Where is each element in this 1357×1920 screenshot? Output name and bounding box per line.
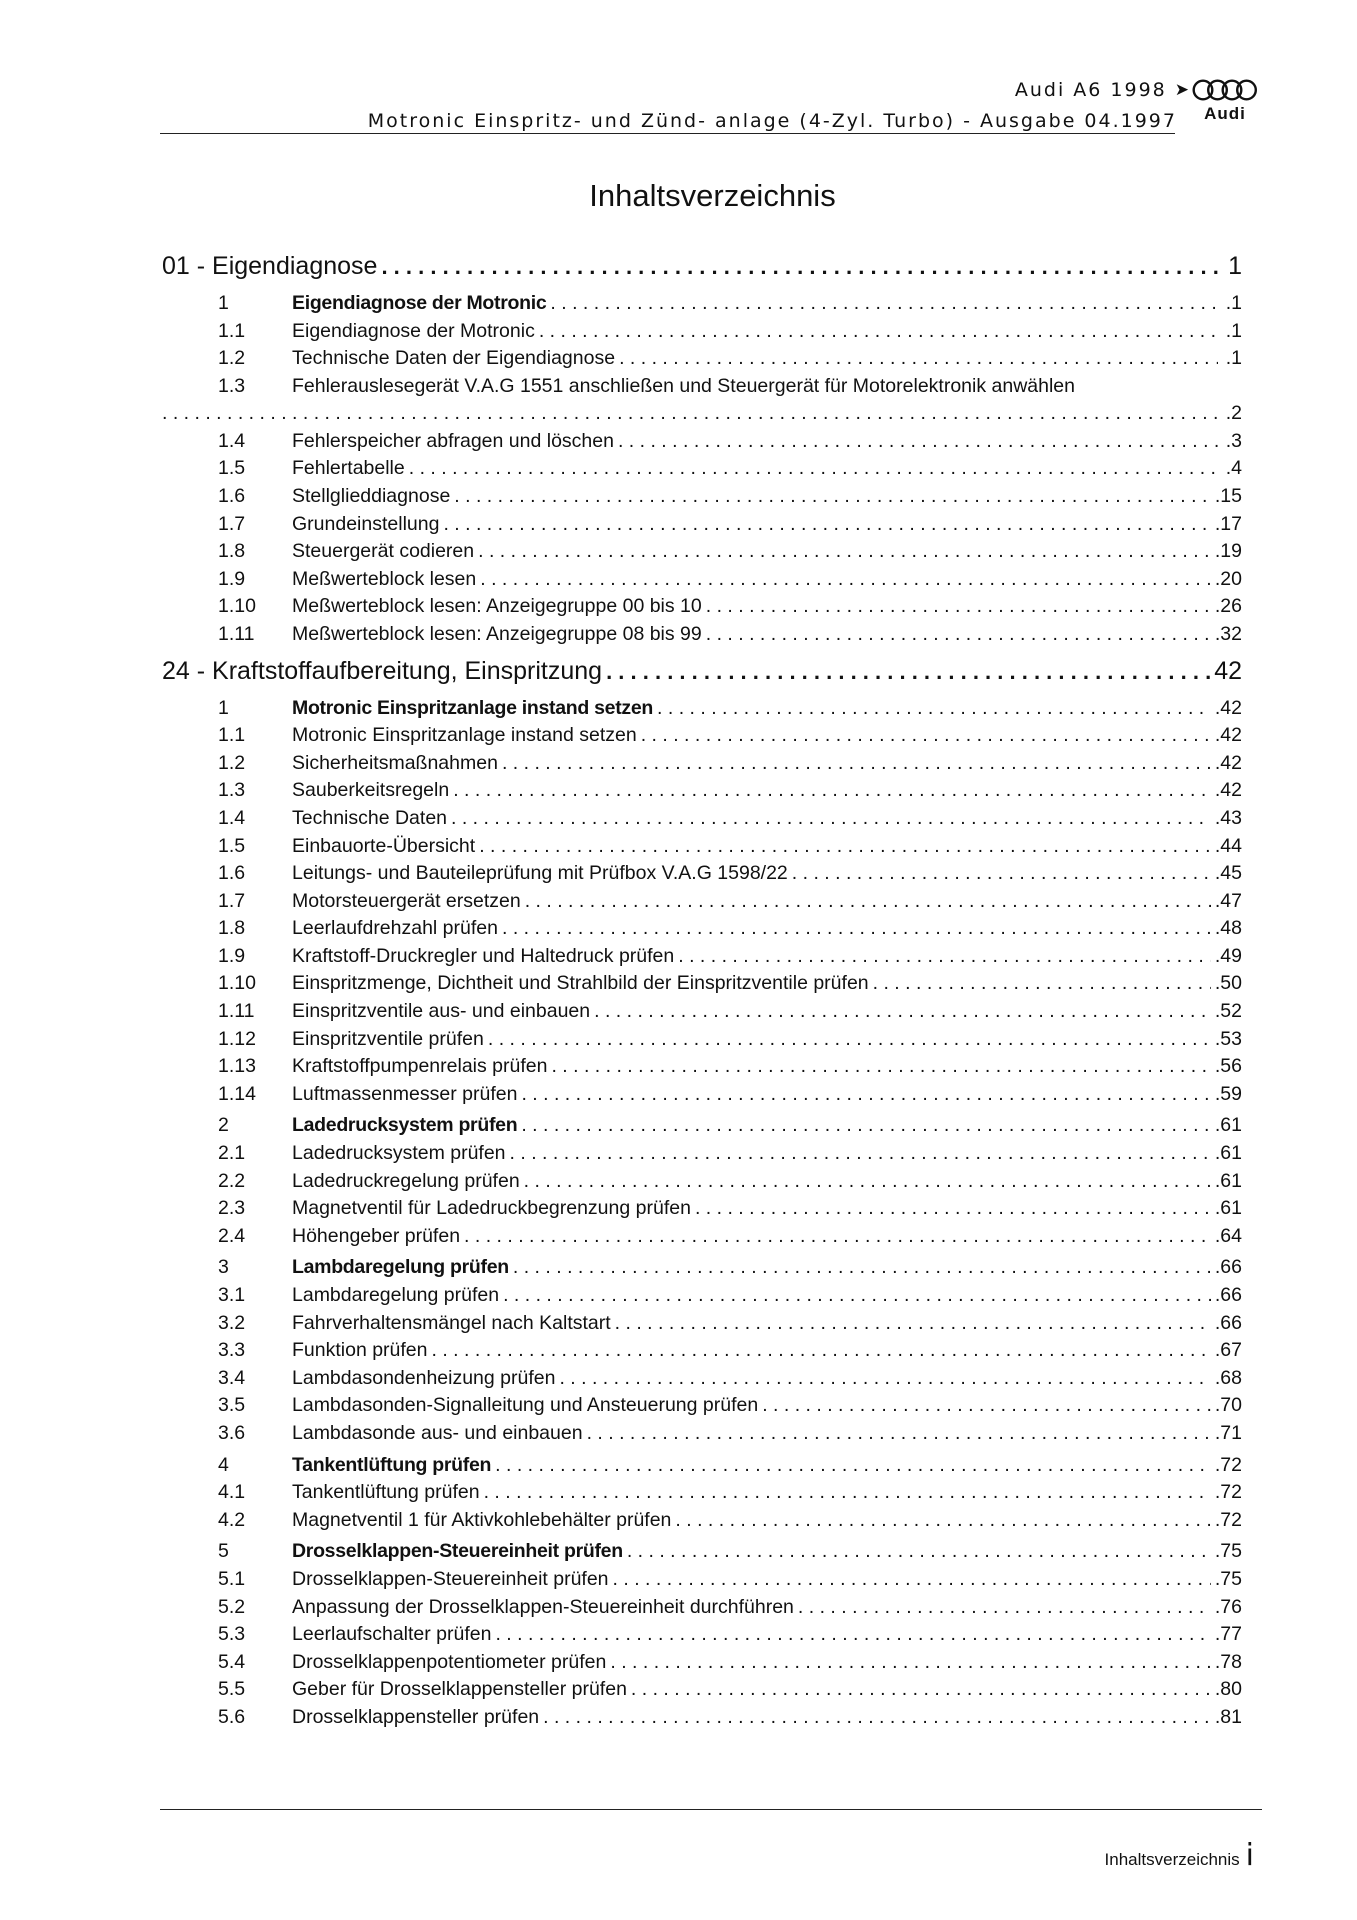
entry-page-number: .2 <box>1225 401 1242 424</box>
dot-leader <box>453 779 1211 802</box>
entry-title: Meßwerteblock lesen: Anzeigegruppe 00 bis 10 <box>292 595 702 618</box>
toc-entry[interactable] <box>162 457 1242 485</box>
dot-leader <box>657 697 1211 720</box>
entry-page-number: .66 <box>1214 1311 1242 1334</box>
entry-number: 4 <box>218 1453 229 1476</box>
entry-title: Einspritzventile aus- und einbauen <box>292 1000 591 1023</box>
entry-number: 5.3 <box>218 1623 246 1646</box>
entry-continuation-line <box>162 402 1242 430</box>
entry-page-number: .42 <box>1214 751 1242 774</box>
chapter-title: 01 - Eigendiagnose <box>162 252 378 280</box>
dot-leader <box>521 1114 1211 1137</box>
entry-number: 1.2 <box>218 751 246 774</box>
entry-number: 1.10 <box>218 595 256 618</box>
entry-title: Kraftstoff-Druckregler und Haltedruck prüfen <box>292 944 675 967</box>
dot-leader <box>551 1055 1210 1078</box>
chapter-page-number: 1 <box>1228 252 1242 280</box>
dot-leader <box>631 1678 1211 1701</box>
entry-title: Motronic Einspritzanlage instand setzen <box>292 696 654 719</box>
dot-leader <box>619 347 1218 370</box>
entry-number: 1.3 <box>218 374 246 397</box>
entry-number: 3.6 <box>218 1421 246 1444</box>
entry-title: Fehlerspeicher abfragen und löschen <box>292 429 614 452</box>
entry-title: Lambdaregelung prüfen <box>292 1284 500 1306</box>
toc-entry[interactable] <box>162 917 1242 945</box>
entry-page-number: .78 <box>1214 1650 1242 1673</box>
entry-page-number: .26 <box>1214 595 1242 618</box>
toc-entry[interactable] <box>162 540 1242 568</box>
entry-first-line <box>162 375 1242 402</box>
entry-number: 1.3 <box>218 779 246 802</box>
entry-number: 2.1 <box>218 1142 246 1165</box>
entry-page-number: .45 <box>1214 862 1242 885</box>
toc-entry[interactable] <box>162 1170 1242 1198</box>
entry-title: Anpassung der Drosselklappen-Steuereinheit durchführen <box>292 1595 794 1618</box>
entry-title: Ladedrucksystem prüfen <box>292 1142 506 1165</box>
entry-number: 1 <box>218 696 229 719</box>
dot-leader <box>606 659 1210 685</box>
entry-title: Drosselklappen-Steuereinheit prüfen <box>292 1567 609 1590</box>
entry-title: Magnetventil 1 für Aktivkohlebehälter prüfen <box>292 1508 672 1531</box>
entry-page-number: .50 <box>1214 972 1242 995</box>
entry-title: Motronic Einspritzanlage instand setzen <box>292 724 637 747</box>
dot-leader <box>706 595 1211 618</box>
entry-page-number: .59 <box>1214 1082 1242 1105</box>
dot-leader <box>478 540 1211 563</box>
toc-chapter[interactable] <box>162 657 1242 697</box>
entry-page-number: .80 <box>1214 1678 1242 1701</box>
page-title: Inhaltsverzeichnis <box>589 178 836 213</box>
entry-page-number: .61 <box>1214 1169 1242 1192</box>
entry-number: 4.1 <box>218 1481 246 1504</box>
dot-leader <box>495 1623 1210 1646</box>
entry-page-number: .56 <box>1214 1055 1242 1078</box>
entry-title: Funktion prüfen <box>292 1339 428 1362</box>
entry-title: Leerlaufschalter prüfen <box>292 1623 492 1646</box>
dot-leader <box>443 513 1210 536</box>
entry-page-number: .61 <box>1214 1142 1242 1165</box>
toc-entry[interactable] <box>162 623 1242 651</box>
dot-leader <box>484 1481 1211 1504</box>
entry-number: 1.9 <box>218 567 246 590</box>
entry-number: 5.5 <box>218 1678 246 1701</box>
entry-page-number: .71 <box>1214 1421 1242 1444</box>
entry-title: Kraftstoffpumpenrelais prüfen <box>292 1055 548 1078</box>
dot-leader <box>543 1706 1211 1729</box>
entry-page-number: .20 <box>1214 567 1242 590</box>
entry-page-number: .49 <box>1214 944 1242 967</box>
toc-entry[interactable] <box>162 595 1242 623</box>
toc-entry[interactable] <box>162 1422 1242 1450</box>
entry-page-number: .76 <box>1214 1595 1242 1618</box>
dot-leader <box>464 1225 1211 1248</box>
toc-entry[interactable] <box>162 807 1242 835</box>
dot-leader <box>559 1367 1210 1390</box>
entry-title: Lambdasonden-Signalleitung und Ansteuerung prüfen <box>292 1394 759 1417</box>
entry-page-number: .52 <box>1214 1000 1242 1023</box>
toc-section[interactable] <box>162 1114 1242 1142</box>
toc-section[interactable] <box>162 1454 1242 1482</box>
entry-page-number: .77 <box>1214 1623 1242 1646</box>
entry-page-number: .75 <box>1214 1540 1242 1563</box>
dot-leader <box>615 1312 1211 1335</box>
entry-number: 1.13 <box>218 1055 256 1078</box>
dot-leader <box>587 1422 1211 1445</box>
entry-page-number: .53 <box>1214 1027 1242 1050</box>
toc-entry[interactable] <box>162 752 1242 780</box>
entry-title: Eigendiagnose der Motronic <box>292 292 547 314</box>
toc-entry[interactable] <box>162 972 1242 1000</box>
entry-title: Fehlerauslesegerät V.A.G 1551 anschließen und Steuergerät für Motorelektronik anwählen <box>292 374 1075 397</box>
dot-leader <box>594 1000 1211 1023</box>
entry-page-number: .66 <box>1214 1256 1242 1279</box>
dot-leader <box>409 457 1218 480</box>
entry-number: 5.4 <box>218 1650 246 1673</box>
entry-number: 1.8 <box>218 540 246 563</box>
entry-title: Ladedruckregelung prüfen <box>292 1169 520 1192</box>
entry-title: Leerlaufdrehzahl prüfen <box>292 917 498 940</box>
entry-page-number: .61 <box>1214 1197 1242 1220</box>
entry-title: Steuergerät codieren <box>292 540 475 563</box>
toc-entry[interactable] <box>162 513 1242 541</box>
toc-entry[interactable] <box>162 1509 1242 1537</box>
entry-number: 1.9 <box>218 944 246 967</box>
dot-leader <box>381 254 1224 280</box>
footer-divider <box>160 1809 1262 1810</box>
dot-leader <box>798 1596 1211 1619</box>
dot-leader <box>695 1197 1211 1220</box>
dot-leader <box>641 724 1211 747</box>
header-divider <box>160 133 1175 134</box>
entry-page-number: .43 <box>1214 806 1242 829</box>
entry-number: 3.2 <box>218 1311 246 1334</box>
entry-number: 1.12 <box>218 1027 256 1050</box>
entry-number: 1.7 <box>218 512 246 535</box>
entry-page-number: .15 <box>1214 484 1242 507</box>
toc-entry[interactable] <box>162 1284 1242 1312</box>
entry-number: 1.4 <box>218 806 246 829</box>
dot-leader <box>521 1083 1210 1106</box>
entry-title: Grundeinstellung <box>292 512 440 535</box>
entry-page-number: .1 <box>1225 347 1242 370</box>
entry-title: Einbauorte-Übersicht <box>292 834 476 857</box>
entry-number: 1.14 <box>218 1082 256 1105</box>
entry-number: 1.1 <box>218 724 246 747</box>
entry-number: 1.1 <box>218 319 246 342</box>
dot-leader <box>525 890 1211 913</box>
toc-entry[interactable] <box>162 779 1242 807</box>
toc-entry[interactable] <box>162 1083 1242 1111</box>
entry-number: 1.5 <box>218 457 246 480</box>
entry-title: Sauberkeitsregeln <box>292 779 450 802</box>
footer-page-number: i <box>1245 1838 1254 1873</box>
entry-title: Tankentlüftung prüfen <box>292 1453 492 1476</box>
entry-title: Leitungs- und Bauteileprüfung mit Prüfbox V.A.G 1598/22 <box>292 862 788 885</box>
footer-label: Inhaltsverzeichnis <box>1104 1850 1240 1869</box>
entry-number: 5 <box>218 1540 229 1563</box>
dot-leader <box>488 1028 1211 1051</box>
toc-entry[interactable] <box>162 375 1242 430</box>
toc-entry[interactable] <box>162 1197 1242 1225</box>
entry-page-number: .19 <box>1214 540 1242 563</box>
entry-number: 5.6 <box>218 1705 246 1728</box>
entry-page-number: .66 <box>1214 1284 1242 1306</box>
toc-entry[interactable] <box>162 320 1242 348</box>
entry-page-number: .47 <box>1214 889 1242 912</box>
entry-page-number: .1 <box>1225 319 1242 342</box>
entry-title: Einspritzventile prüfen <box>292 1027 484 1050</box>
dot-leader <box>451 807 1211 830</box>
entry-page-number: .3 <box>1225 429 1242 452</box>
entry-title: Drosselklappenpotentiometer prüfen <box>292 1650 607 1673</box>
dot-leader <box>502 752 1211 775</box>
dot-leader <box>480 568 1211 591</box>
toc-entry[interactable] <box>162 945 1242 973</box>
toc-entry[interactable] <box>162 568 1242 596</box>
entry-page-number: .48 <box>1214 917 1242 940</box>
dot-leader <box>524 1170 1211 1193</box>
dot-leader <box>495 1454 1211 1477</box>
logo-wordmark: Audi <box>1204 104 1246 123</box>
entry-number: 1 <box>218 292 229 314</box>
entry-page-number: .72 <box>1214 1481 1242 1504</box>
entry-page-number: .42 <box>1214 696 1242 719</box>
dot-leader <box>432 1339 1211 1362</box>
entry-page-number: .72 <box>1214 1508 1242 1531</box>
dot-leader <box>610 1651 1211 1674</box>
toc-entry[interactable] <box>162 835 1242 863</box>
entry-page-number: .32 <box>1214 622 1242 645</box>
audi-logo <box>1192 78 1264 124</box>
toc-entry[interactable] <box>162 1142 1242 1170</box>
entry-number: 1.10 <box>218 972 256 995</box>
entry-title: Magnetventil für Ladedruckbegrenzung prüfen <box>292 1197 691 1220</box>
document-header-title <box>1015 79 1191 101</box>
toc-entry[interactable] <box>162 430 1242 458</box>
entry-number: 1.8 <box>218 917 246 940</box>
dot-leader <box>873 972 1211 995</box>
entry-title: Lambdasonde aus- und einbauen <box>292 1421 583 1444</box>
entry-title: Ladedrucksystem prüfen <box>292 1114 518 1137</box>
dot-leader <box>513 1256 1211 1279</box>
dot-leader <box>503 1284 1211 1307</box>
entry-title: Technische Daten der Eigendiagnose <box>292 347 616 370</box>
toc-entry[interactable] <box>162 1481 1242 1509</box>
toc-entry[interactable] <box>162 1623 1242 1651</box>
toc-entry[interactable] <box>162 890 1242 918</box>
entry-title: Einspritzmenge, Dichtheit und Strahlbild der Einspritzventile prüfen <box>292 972 869 995</box>
toc-section[interactable] <box>162 1540 1242 1568</box>
dot-leader <box>510 1142 1211 1165</box>
dot-leader <box>613 1568 1211 1591</box>
entry-title: Sicherheitsmaßnahmen <box>292 751 498 774</box>
entry-page-number: .64 <box>1214 1224 1242 1247</box>
toc-section[interactable] <box>162 292 1242 320</box>
toc-entry[interactable] <box>162 1000 1242 1028</box>
entry-number: 3.3 <box>218 1339 246 1362</box>
toc-entry[interactable] <box>162 1339 1242 1367</box>
entry-title: Meßwerteblock lesen: Anzeigegruppe 08 bis 99 <box>292 622 702 645</box>
entry-number: 1.11 <box>218 1000 255 1023</box>
entry-page-number: .44 <box>1214 834 1242 857</box>
entry-page-number: .61 <box>1214 1114 1242 1137</box>
entry-page-number: .70 <box>1214 1394 1242 1417</box>
arrow-right-icon: ➤ <box>1174 80 1191 100</box>
entry-title: Drosselklappensteller prüfen <box>292 1705 540 1728</box>
dot-leader <box>706 623 1211 646</box>
entry-number: 4.2 <box>218 1508 246 1531</box>
entry-number: 3.5 <box>218 1394 246 1417</box>
toc-entry[interactable] <box>162 1394 1242 1422</box>
entry-title: Fahrverhaltensmängel nach Kaltstart <box>292 1311 611 1334</box>
entry-number: 5.2 <box>218 1595 246 1618</box>
dot-leader <box>479 835 1211 858</box>
entry-title: Lambdasondenheizung prüfen <box>292 1366 556 1389</box>
entry-number: 1.4 <box>218 429 246 452</box>
toc-entry[interactable] <box>162 1678 1242 1706</box>
dot-leader <box>675 1509 1210 1532</box>
entry-page-number: .42 <box>1214 779 1242 802</box>
entry-number: 2.4 <box>218 1224 246 1247</box>
entry-page-number: .4 <box>1225 457 1242 480</box>
entry-number: 1.5 <box>218 834 246 857</box>
entry-number: 2 <box>218 1114 229 1137</box>
entry-page-number: .1 <box>1225 292 1242 314</box>
entry-title: Luftmassenmesser prüfen <box>292 1082 518 1105</box>
entry-number: 3.4 <box>218 1366 246 1389</box>
toc-entry[interactable] <box>162 1028 1242 1056</box>
chapter-page-number: 42 <box>1214 656 1242 685</box>
toc-entry[interactable] <box>162 862 1242 890</box>
toc-chapter[interactable] <box>162 252 1242 292</box>
entry-title: Tankentlüftung prüfen <box>292 1481 480 1504</box>
toc-entry[interactable] <box>162 1312 1242 1340</box>
entry-number: 1.6 <box>218 862 246 885</box>
dot-leader <box>550 292 1218 315</box>
dot-leader <box>678 945 1211 968</box>
entry-title: Höhengeber prüfen <box>292 1224 461 1247</box>
entry-title: Motorsteuergerät ersetzen <box>292 889 521 912</box>
toc-entry[interactable] <box>162 1568 1242 1596</box>
entry-number: 1.7 <box>218 889 246 912</box>
dot-leader <box>539 320 1218 343</box>
toc-section[interactable] <box>162 697 1242 725</box>
entry-number: 1.11 <box>218 622 255 645</box>
entry-number: 5.1 <box>218 1567 246 1590</box>
entry-page-number: .42 <box>1214 724 1242 747</box>
dot-leader <box>792 862 1211 885</box>
entry-page-number: .67 <box>1214 1339 1242 1362</box>
entry-page-number: .81 <box>1214 1705 1242 1728</box>
dot-leader <box>762 1394 1211 1417</box>
toc-entry[interactable] <box>162 1367 1242 1395</box>
entry-number: 3 <box>218 1256 229 1279</box>
dot-leader <box>627 1540 1211 1563</box>
toc-section[interactable] <box>162 1256 1242 1284</box>
dot-leader <box>618 430 1218 453</box>
audi-rings-icon <box>1192 78 1258 102</box>
dot-leader <box>502 917 1211 940</box>
entry-number: 2.2 <box>218 1169 246 1192</box>
entry-title: Stellglieddiagnose <box>292 484 451 507</box>
table-of-contents <box>162 252 1242 1734</box>
entry-number: 3.1 <box>218 1284 246 1306</box>
entry-number: 1.6 <box>218 484 246 507</box>
toc-entry[interactable] <box>162 1055 1242 1083</box>
toc-entry[interactable] <box>162 1706 1242 1734</box>
entry-title: Fehlertabelle <box>292 457 405 480</box>
chapter-title: 24 - Kraftstoffaufbereitung, Einspritzung <box>162 656 603 685</box>
toc-entry[interactable] <box>162 1225 1242 1253</box>
entry-title: Drosselklappen-Steuereinheit prüfen <box>292 1540 623 1563</box>
entry-number: 1.2 <box>218 347 246 370</box>
entry-title: Meßwerteblock lesen <box>292 567 477 590</box>
entry-title: Eigendiagnose der Motronic <box>292 319 535 342</box>
vehicle-title: Audi A6 1998 <box>1014 79 1167 101</box>
entry-page-number: .75 <box>1214 1567 1242 1590</box>
toc-entry[interactable] <box>162 1596 1242 1624</box>
toc-entry[interactable] <box>162 485 1242 513</box>
dot-leader <box>454 485 1211 508</box>
entry-page-number: .17 <box>1214 512 1242 535</box>
entry-page-number: .68 <box>1214 1366 1242 1389</box>
toc-entry[interactable] <box>162 724 1242 752</box>
page-footer <box>1105 1838 1254 1873</box>
document-subtitle: Motronic Einspritz- und Zünd- anlage (4-Zyl. Turbo) - Ausgabe 04.1997 <box>367 110 1177 132</box>
entry-title: Lambdaregelung prüfen <box>292 1256 509 1279</box>
entry-title: Technische Daten <box>292 806 448 829</box>
entry-page-number: .72 <box>1214 1453 1242 1476</box>
entry-title: Geber für Drosselklappensteller prüfen <box>292 1678 627 1701</box>
dot-leader <box>162 402 1222 425</box>
entry-number: 2.3 <box>218 1197 246 1220</box>
toc-entry[interactable] <box>162 347 1242 375</box>
toc-entry[interactable] <box>162 1651 1242 1679</box>
